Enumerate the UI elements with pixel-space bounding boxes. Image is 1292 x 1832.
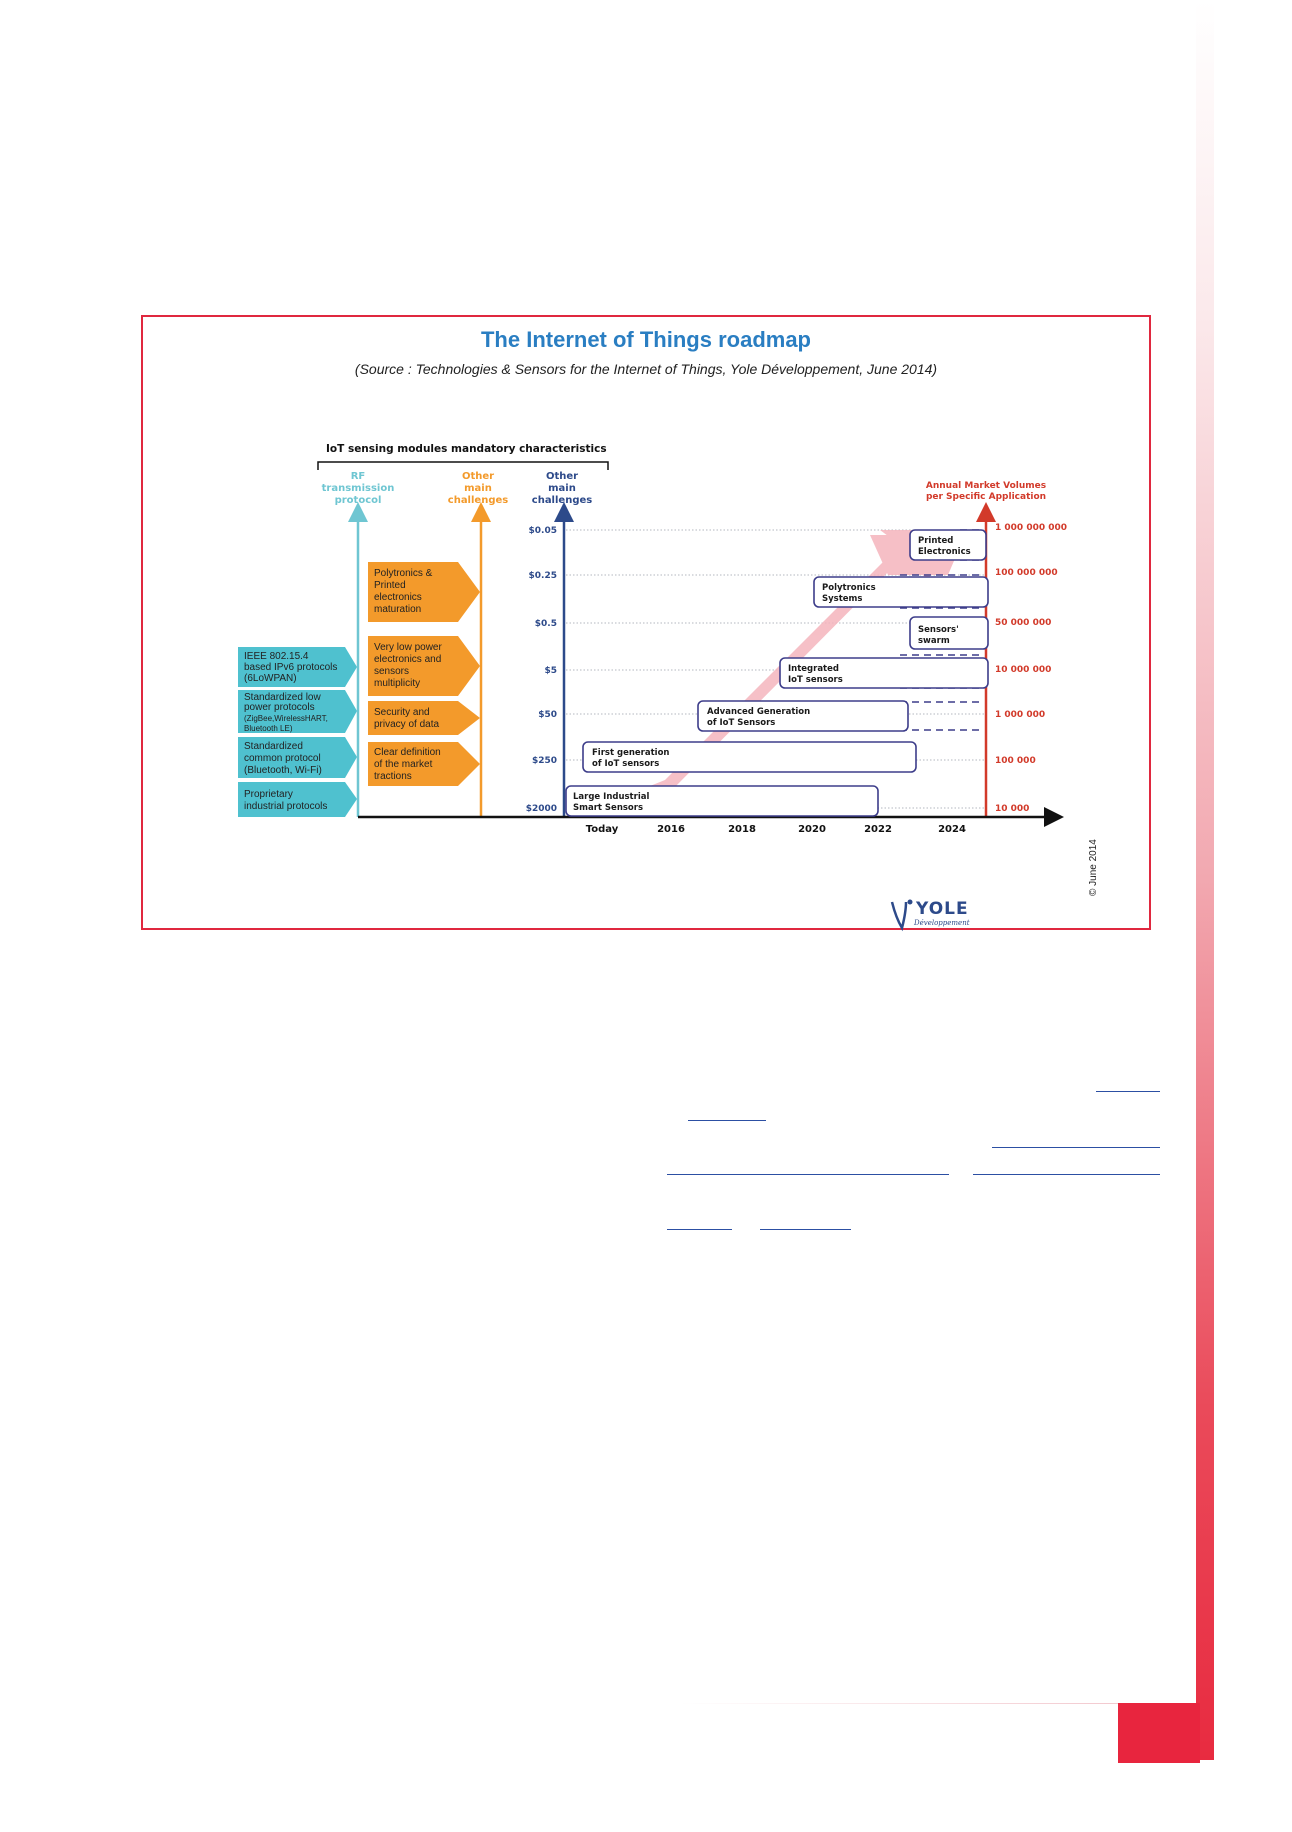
svg-text:multiplicity: multiplicity: [374, 678, 421, 689]
volume-label: 100 000: [995, 756, 1036, 766]
challenge-2: [368, 636, 480, 696]
header-text: IoT sensing modules mandatory characteristics: [326, 443, 607, 455]
price-label: $0.05: [528, 526, 557, 536]
year-label: 2022: [864, 824, 892, 835]
year-label: 2018: [728, 824, 756, 835]
svg-text:per Specific Application: per Specific Application: [925, 492, 1047, 502]
svg-text:Clear definition: Clear definition: [374, 747, 441, 758]
svg-text:Large Industrial: Large Industrial: [573, 792, 650, 802]
price-label: $5: [544, 666, 557, 676]
svg-text:Standardized: Standardized: [244, 741, 303, 752]
price-label: $50: [538, 710, 557, 720]
svg-text:Printed: Printed: [374, 580, 406, 591]
header-brace: [318, 462, 608, 470]
svg-text:industrial protocols: industrial protocols: [244, 801, 328, 812]
link-underline: [667, 1174, 949, 1175]
svg-text:Standardized low: Standardized low: [244, 692, 321, 703]
svg-text:power protocols: power protocols: [244, 702, 315, 713]
svg-text:Other: Other: [461, 471, 495, 482]
link-underline: [688, 1120, 766, 1121]
col-rf-heading: [322, 471, 395, 506]
svg-text:Advanced Generation: Advanced Generation: [707, 707, 811, 717]
price-label: $2000: [525, 804, 557, 814]
link-underline: [1096, 1091, 1160, 1092]
svg-text:maturation: maturation: [374, 604, 422, 615]
svg-text:Annual Market Volumes: Annual Market Volumes: [925, 481, 1047, 491]
svg-text:Electronics: Electronics: [918, 547, 971, 557]
svg-text:main: main: [548, 483, 576, 494]
svg-text:IoT sensors: IoT sensors: [788, 675, 843, 685]
rf-protocol-2: [238, 690, 357, 733]
link-underline: [760, 1229, 851, 1230]
yole-logo: [892, 899, 970, 928]
gen-integrated: [780, 658, 988, 688]
svg-text:(6LoWPAN): (6LoWPAN): [244, 673, 297, 684]
gen-sensors-swarm: [910, 617, 988, 649]
volume-label: 100 000 000: [995, 568, 1058, 578]
svg-text:Développement: Développement: [914, 919, 970, 927]
svg-text:Security and: Security and: [374, 707, 430, 718]
gen-large-industrial: [566, 786, 878, 816]
volume-label: 50 000 000: [995, 618, 1052, 628]
svg-text:of IoT Sensors: of IoT Sensors: [707, 718, 776, 728]
col-other2-heading: [532, 471, 592, 506]
copyright-text: © June 2014: [1088, 839, 1099, 896]
svg-text:Very low power: Very low power: [374, 642, 442, 653]
link-underline: [667, 1229, 732, 1230]
rf-protocol-4: [238, 782, 357, 817]
svg-text:Bluetooth LE): Bluetooth LE): [244, 724, 293, 733]
gen-polytronics: [814, 577, 988, 607]
svg-text:Systems: Systems: [822, 594, 863, 604]
svg-text:(Bluetooth, Wi-Fi): (Bluetooth, Wi-Fi): [244, 765, 322, 776]
figure-source: (Source : Technologies & Sensors for the Internet of Things, Yole Développement, June 2014): [354, 361, 938, 377]
svg-text:privacy of data: privacy of data: [374, 719, 440, 730]
svg-text:First generation: First generation: [592, 748, 670, 758]
svg-text:Smart Sensors: Smart Sensors: [573, 803, 644, 813]
svg-text:based IPv6 protocols: based IPv6 protocols: [244, 662, 338, 673]
svg-text:tractions: tractions: [374, 771, 412, 782]
col-other1-heading: [448, 471, 508, 506]
svg-text:common protocol: common protocol: [244, 753, 321, 764]
volume-labels: [995, 523, 1067, 814]
gen-first-generation: [583, 742, 916, 772]
svg-text:YOLE: YOLE: [916, 899, 969, 919]
challenge-1: [368, 562, 480, 622]
svg-text:(ZigBee,WirelessHART,: (ZigBee,WirelessHART,: [244, 714, 328, 723]
price-labels: [526, 526, 557, 814]
svg-text:of IoT sensors: of IoT sensors: [592, 759, 660, 769]
svg-text:Integrated: Integrated: [788, 664, 839, 674]
svg-text:challenges: challenges: [447, 495, 509, 506]
volume-label: 10 000: [995, 804, 1030, 814]
svg-text:challenges: challenges: [531, 495, 593, 506]
svg-text:sensors: sensors: [374, 666, 410, 677]
svg-text:electronics: electronics: [374, 592, 422, 603]
svg-text:IEEE 802.15.4: IEEE 802.15.4: [244, 651, 309, 662]
svg-text:Polytronics &: Polytronics &: [374, 568, 433, 579]
price-label: $0.5: [534, 619, 557, 629]
svg-text:Other: Other: [545, 471, 579, 482]
svg-text:Proprietary: Proprietary: [244, 789, 293, 800]
year-label: Today: [585, 824, 619, 835]
volume-title: [926, 481, 1046, 502]
svg-text:Polytronics: Polytronics: [822, 583, 876, 593]
link-underline: [973, 1174, 1160, 1175]
svg-text:Printed: Printed: [918, 536, 954, 546]
price-label: $250: [531, 756, 557, 766]
challenge-4: [368, 742, 480, 786]
rf-protocol-1: [238, 647, 357, 687]
svg-text:electronics and: electronics and: [374, 654, 442, 665]
rf-protocol-3: [238, 737, 357, 778]
challenge-3: [368, 701, 480, 735]
year-label: 2016: [657, 824, 685, 835]
figure-title: The Internet of Things roadmap: [480, 327, 811, 352]
svg-text:protocol: protocol: [334, 495, 382, 506]
volume-label: 1 000 000 000: [995, 523, 1068, 533]
volume-label: 1 000 000: [995, 710, 1046, 720]
price-label: $0.25: [528, 571, 557, 581]
svg-text:RF: RF: [350, 471, 366, 482]
svg-text:transmission: transmission: [321, 483, 395, 494]
gen-printed-electronics: [910, 530, 986, 560]
svg-text:of the market: of the market: [374, 759, 433, 770]
svg-text:main: main: [464, 483, 492, 494]
link-underline: [992, 1147, 1160, 1148]
year-labels: [586, 824, 966, 835]
svg-text:Sensors': Sensors': [918, 625, 959, 635]
year-label: 2024: [938, 824, 966, 835]
gen-advanced-generation: [698, 701, 908, 731]
year-label: 2020: [798, 824, 826, 835]
volume-label: 10 000 000: [995, 665, 1052, 675]
svg-text:swarm: swarm: [918, 636, 950, 646]
